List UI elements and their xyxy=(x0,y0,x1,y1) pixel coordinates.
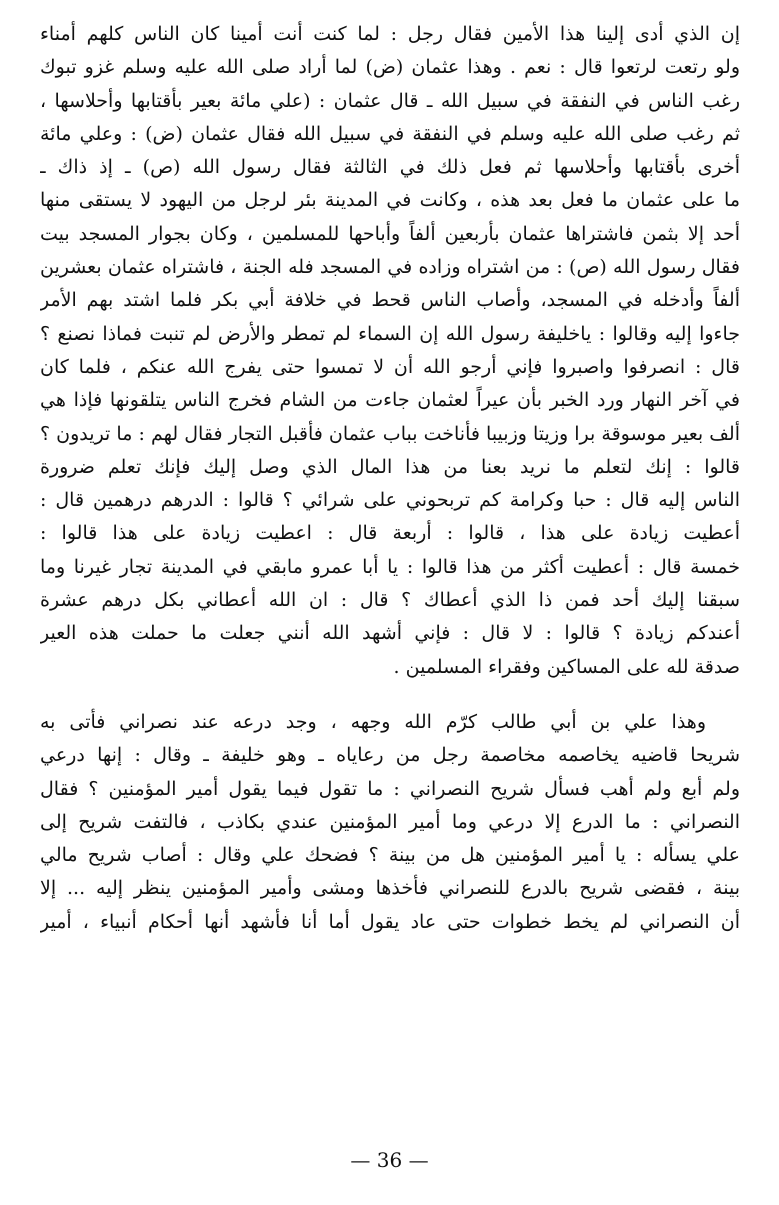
text-line: سبقنا إليك أحد فمن ذا الذي أعطاك ؟ قال : ان الله أعطاني بكل درهم عشرة xyxy=(40,589,740,612)
text-line: أن النصراني لم يخط خطوات حتى عاد يقول أما أنا فأشهد أنها أحكام أنبياء ، أمير xyxy=(40,910,740,933)
text-line: أعطيت زيادة على هذا ، قالوا : أربعة قال : اعطيت زيادة على هذا قالوا : xyxy=(40,522,740,545)
text-line: ألفاً وأدخله في المسجد، وأصاب الناس قحط في خلافة أبي بكر فلما اشتد بهم الأمر xyxy=(40,289,740,312)
text-line: علي يسأله : يا أمير المؤمنين هل من بينة ؟ فضحك علي وقال : أصاب شريح مالي xyxy=(40,844,740,867)
text-line: شريحا قاضيه يخاصمه مخاصمة رجل من رعاياه ـ وهو خليفة ـ وقال : إنها درعي xyxy=(40,744,740,767)
text-line: أخرى بأقتابها وأحلاسها ثم فعل ذلك في الثالثة فقال رسول الله (ص) ـ إذ ذاك ـ xyxy=(40,156,740,179)
text-line: أحد إلا بثمن فاشتراها عثمان بأربعين ألفاً وأباحها للمسلمين ، وكان بجوار المسجد بيت xyxy=(40,222,740,245)
text-line: ولم أبع ولم أهب فسأل شريح النصراني : ما تقول فيما يقول أمير المؤمنين ؟ فقال xyxy=(40,777,740,800)
paragraph-2 xyxy=(40,706,740,939)
text-line: خمسة قال : أعطيت أكثر من هذا قالوا : يا أبا عمرو مابقي في المدينة تجار غيرنا وما xyxy=(40,555,740,578)
text-line: بينة ، فقضى شريح بالدرع للنصراني فأخذها ومشى وأمير المؤمنين ينظر إليه ... إلا xyxy=(40,877,740,900)
text-line: وهذا علي بن أبي طالب كرّم الله وجهه ، وجد درعه عند نصراني فأتى به xyxy=(40,710,706,733)
text-line: قال : انصرفوا واصبروا فإني أرجو الله أن لا تمسوا حتى يفرج الله عنكم ، فلما كان xyxy=(40,355,740,378)
text-line: ولو رتعت لرتعوا قال : نعم . وهذا عثمان (ض) لما أراد صلى الله عليه وسلم غزو تبوك xyxy=(40,56,740,79)
text-line: فقال رسول الله (ص) : من اشتراه وزاده في المسجد فله الجنة ، فاشتراه عثمان بعشرين xyxy=(40,256,740,279)
page-number: — 36 — xyxy=(350,1148,429,1172)
text-line: أعندكم زيادة ؟ قالوا : لا قال : فإني أشهد الله أنني جعلت ما حملت هذه العير xyxy=(40,622,740,645)
text-line: صدقة لله على المساكين وفقراء المسلمين . xyxy=(393,655,740,678)
text-line: رغب الناس في النفقة في سبيل الله ـ قال عثمان : (علي مائة بعير بأقتابها وأحلاسها ، xyxy=(40,89,740,112)
page-body xyxy=(40,18,740,1188)
text-line: إن الذي أدى إلينا هذا الأمين فقال رجل : لما كنت أنت أمينا كان الناس كلهم أمناء xyxy=(40,23,740,45)
text-line: الناس إليه قال : حبا وكرامة كم تربحوني على شرائي ؟ قالوا : الدرهم درهمين قال : xyxy=(40,489,740,512)
paragraph-gap xyxy=(40,684,740,706)
text-line: ما على عثمان ما فعل بعد هذه ، وكانت في المدينة بئر لرجل من اليهود لا يستقى منها xyxy=(40,189,740,212)
text-line: النصراني : ما الدرع إلا درعي وما أمير المؤمنين عندي بكاذب ، فالتفت شريح إلى xyxy=(40,810,740,833)
text-line: ثم رغب صلى الله عليه وسلم في النفقة في سبيل الله فقال عثمان (ض) : وعلي مائة xyxy=(40,122,740,145)
text-line: في آخر النهار ورد الخبر بأن عيراً لعثمان جاءت من الشام فخرج الناس يتلقونها فإذا هي xyxy=(40,389,740,412)
paragraph-1 xyxy=(40,18,740,684)
text-line: جاءوا إليه وقالوا : ياخليفة رسول الله إن السماء لم تمطر والأرض لم تنبت فماذا نصنع ؟ xyxy=(40,322,740,345)
text-line: قالوا : إنك لتعلم ما نريد بعنا من هذا المال الذي وصل إليك فإنك تعلم ضرورة xyxy=(40,455,740,478)
text-line: ألف بعير موسوقة برا وزيتا وزبيبا فأناخت بباب عثمان فأقبل التجار فقال لهم : ما تريدون ؟ xyxy=(40,422,740,445)
